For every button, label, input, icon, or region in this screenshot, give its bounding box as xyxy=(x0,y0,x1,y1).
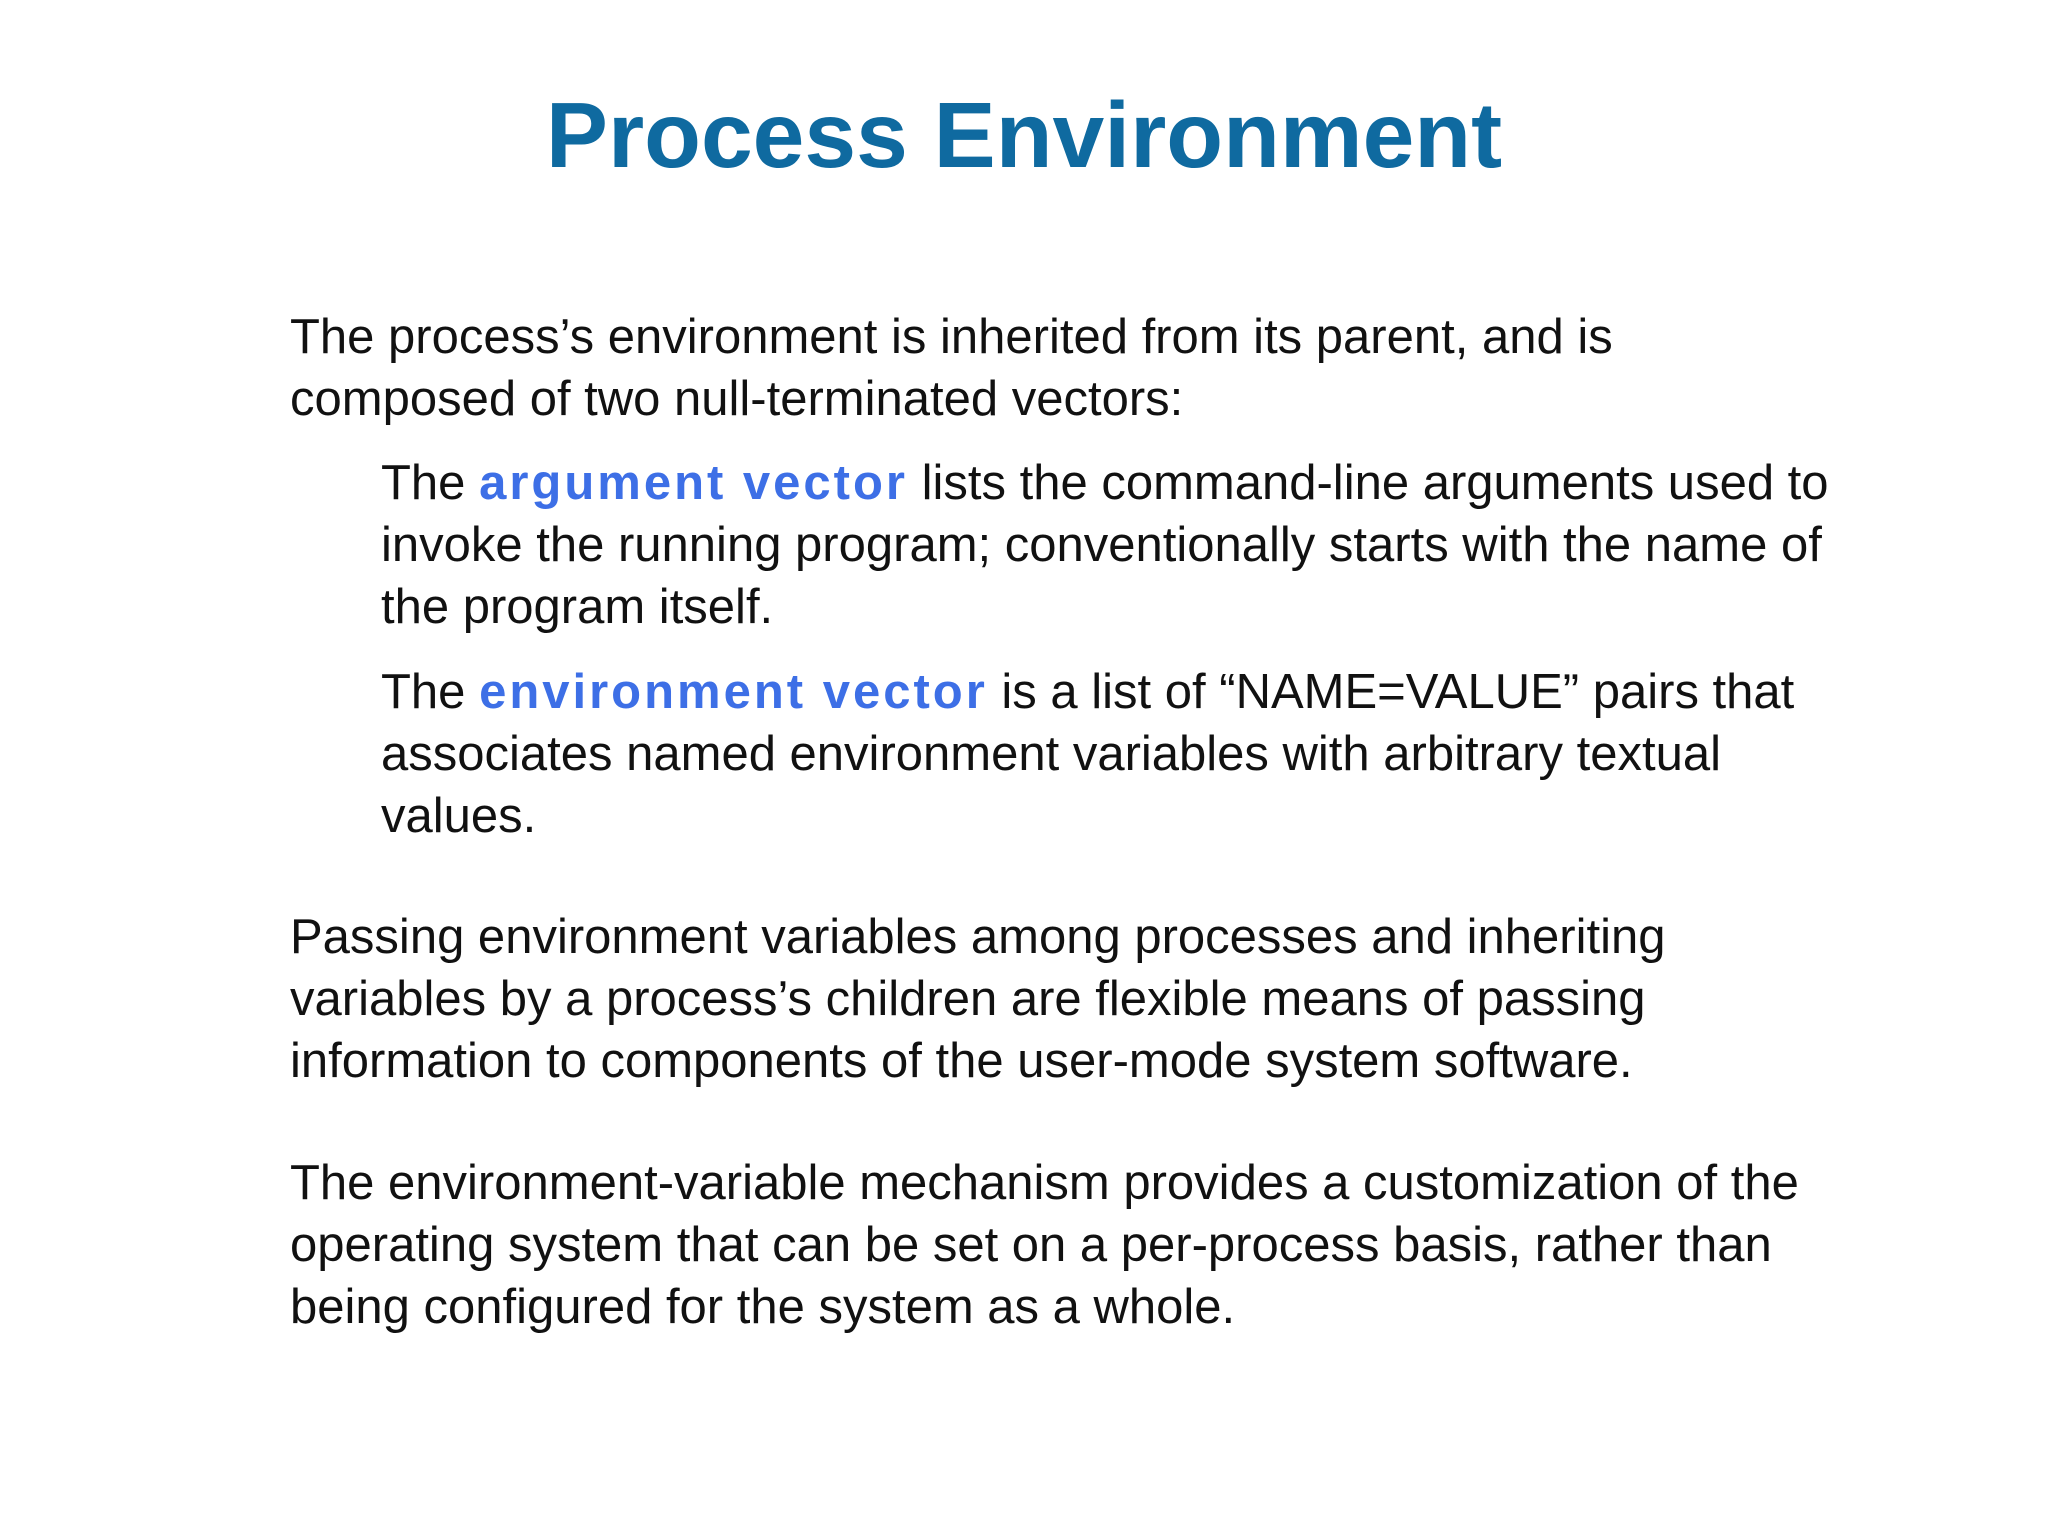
intro-line-1: The process’s environment is inherited from its parent, and is xyxy=(290,310,1613,364)
argument-vector-line-3: the program itself. xyxy=(381,580,774,634)
argument-vector-prefix: The xyxy=(381,456,480,510)
mechanism-line-1: The environment-variable mechanism provides a customization of the xyxy=(290,1156,1799,1210)
argument-vector-term: argument vector xyxy=(479,456,908,510)
passing-line-2: variables by a process’s children are flexible means of passing xyxy=(290,972,1646,1026)
environment-vector-prefix: The xyxy=(381,665,480,719)
passing-paragraph xyxy=(290,906,2010,1092)
intro-line-2: composed of two null-terminated vectors: xyxy=(290,372,1184,426)
environment-vector-item xyxy=(381,661,2001,847)
passing-line-3: information to components of the user-mode system software. xyxy=(290,1034,1633,1088)
slide-title: Process Environment xyxy=(545,83,1503,187)
argument-vector-item xyxy=(381,452,2001,638)
argument-vector-suffix: lists the command-line arguments used to xyxy=(908,456,1829,510)
mechanism-line-3: being configured for the system as a whole. xyxy=(290,1280,1236,1334)
environment-vector-term: environment vector xyxy=(479,665,988,719)
passing-line-1: Passing environment variables among processes and inheriting xyxy=(290,910,1666,964)
mechanism-paragraph xyxy=(290,1152,2010,1338)
environment-vector-line-3: values. xyxy=(381,789,537,843)
argument-vector-line-2: invoke the running program; conventionally starts with the name of xyxy=(381,518,1822,572)
mechanism-line-2: operating system that can be set on a per-process basis, rather than xyxy=(290,1218,1772,1272)
environment-vector-line-2: associates named environment variables with arbitrary textual xyxy=(381,727,1721,781)
environment-vector-suffix: is a list of “NAME=VALUE” pairs that xyxy=(987,665,1795,719)
intro-paragraph xyxy=(290,306,2010,430)
